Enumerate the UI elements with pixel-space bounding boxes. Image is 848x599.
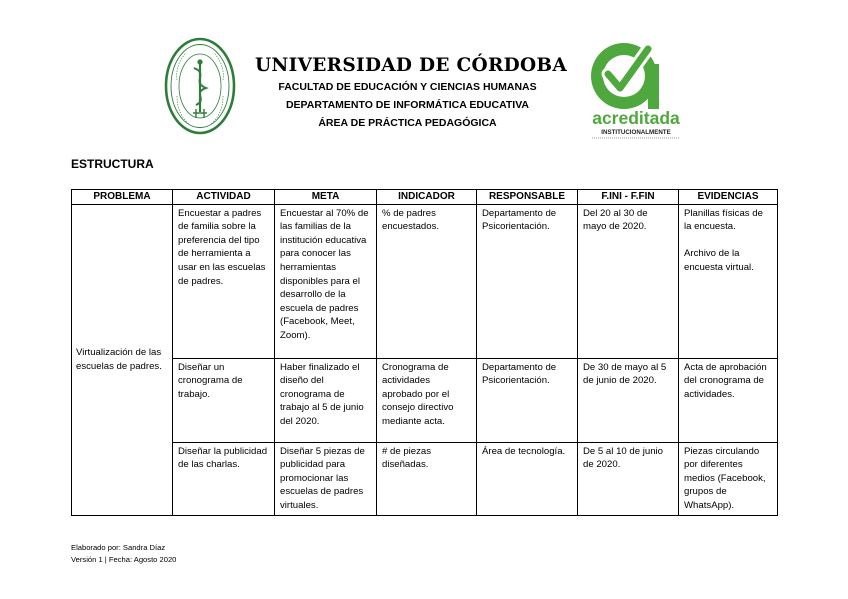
indicador-cell: Cronograma de actividades aprobado por el consejo directivo mediante acta. — [377, 358, 477, 442]
author-line: Elaborado por: Sandra Díaz — [71, 543, 166, 552]
indicador-cell: # de piezas diseñadas. — [377, 442, 477, 515]
university-name: UNIVERSIDAD DE CÓRDOBA — [255, 55, 567, 76]
column-header: EVIDENCIAS — [679, 190, 778, 205]
evidencias-cell — [679, 358, 778, 442]
column-header: F.INI - F.FIN — [578, 190, 679, 205]
evidencias-cell — [679, 442, 778, 515]
column-header: META — [275, 190, 377, 205]
indicador-cell: % de padres encuestados. — [377, 204, 477, 358]
table-header-row — [72, 190, 778, 205]
responsable-cell: Departamento de Psicorientación. — [477, 358, 578, 442]
department-name: DEPARTAMENTO DE INFORMÁTICA EDUCATIVA — [285, 99, 530, 111]
dates-cell: Del 20 al 30 de mayo de 2020. — [578, 204, 679, 358]
evidence-item: Piezas circulando por diferentes medios (Facebook, grupos de WhatsApp). — [684, 445, 766, 511]
column-header: INDICADOR — [377, 190, 477, 205]
evidence-item: Planillas físicas de la encuesta. — [684, 207, 763, 233]
meta-cell: Haber finalizado el diseño del cronograma de trabajo al 5 de junio del 2020. — [275, 358, 377, 442]
university-seal-logo — [163, 36, 237, 136]
table-row — [72, 442, 778, 515]
version-line: Versión 1 | Fecha: Agosto 2020 — [71, 555, 177, 564]
actividad-cell: Encuestar a padres de familia sobre la preferencia del tipo de herramienta a usar en las escuelas de padres. — [173, 204, 275, 358]
column-header: RESPONSABLE — [477, 190, 578, 205]
document-footer — [71, 542, 176, 566]
faculty-name: FACULTAD DE EDUCACIÓN Y CIENCIAS HUMANAS — [278, 81, 537, 93]
document-header — [255, 54, 567, 132]
table-row — [72, 358, 778, 442]
section-title: ESTRUCTURA — [71, 157, 154, 171]
meta-cell: Diseñar 5 piezas de publicidad para promocionar las escuelas de padres virtuales. — [275, 442, 377, 515]
actividad-cell: Diseñar la publicidad de las charlas. — [173, 442, 275, 515]
responsable-cell: Departamento de Psicorientación. — [477, 204, 578, 358]
evidencias-cell — [679, 204, 778, 358]
actividad-cell: Diseñar un cronograma de trabajo. — [173, 358, 275, 442]
column-header: ACTIVIDAD — [173, 190, 275, 205]
accreditation-word: acreditada — [592, 108, 680, 128]
structure-table — [71, 189, 778, 516]
column-header: PROBLEMA — [72, 190, 173, 205]
evidence-item: Acta de aprobación del cronograma de actividades. — [684, 361, 767, 400]
area-name: ÁREA DE PRÁCTICA PEDAGÓGICA — [318, 117, 497, 129]
accreditation-logo — [586, 34, 686, 142]
dates-cell: De 5 al 10 de junio de 2020. — [578, 442, 679, 515]
meta-cell: Encuestar al 70% de las familias de la institución educativa para conocer las herramientas disponibles para el desarrollo de la escuela de padres (Facebook, Meet, Zoom). — [275, 204, 377, 358]
responsable-cell: Área de tecnología. — [477, 442, 578, 515]
table-row — [72, 204, 778, 358]
accreditation-subtitle: INSTITUCIONALMENTE — [601, 129, 671, 136]
problem-cell: Virtualización de las escuelas de padres. — [72, 204, 173, 515]
dates-cell: De 30 de mayo al 5 de junio de 2020. — [578, 358, 679, 442]
evidence-item: Archivo de la encuesta virtual. — [684, 248, 754, 273]
